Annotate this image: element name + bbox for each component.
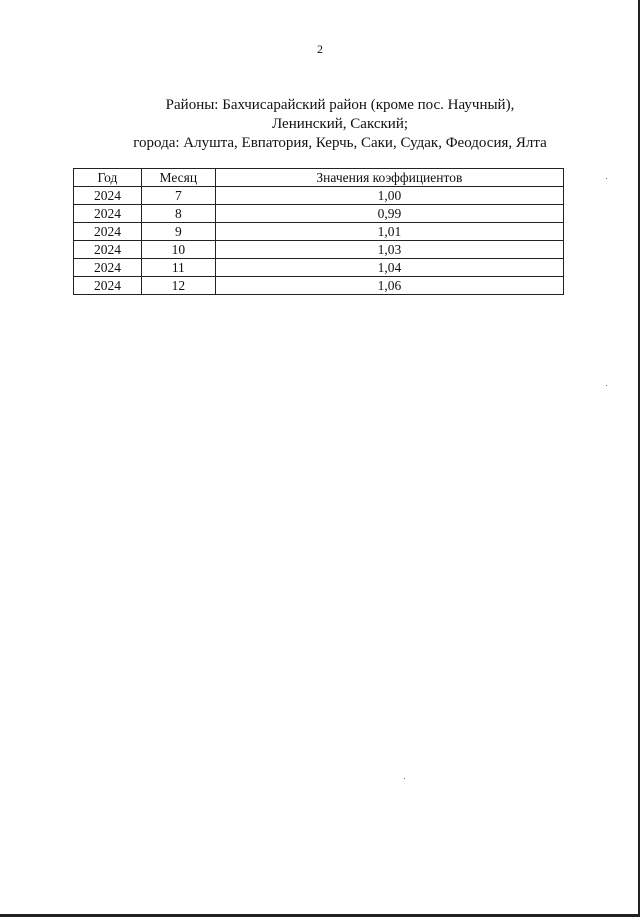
cell-coefficient: 1,01 — [215, 223, 563, 241]
table-row — [74, 223, 564, 241]
heading-line-3: города: Алушта, Евпатория, Керчь, Саки, Судак, Феодосия, Ялта — [133, 135, 547, 151]
cell-coefficient: 0,99 — [215, 205, 563, 223]
heading-line-2: Ленинский, Сакский; — [271, 116, 409, 132]
header-coefficient: Значения коэффициентов — [215, 169, 563, 187]
cell-year: 2024 — [74, 241, 142, 259]
cell-coefficient: 1,04 — [215, 259, 563, 277]
page-number: 2 — [317, 42, 323, 56]
cell-year: 2024 — [74, 277, 142, 295]
table-header-row — [74, 169, 564, 187]
header-month: Месяц — [141, 169, 215, 187]
cell-month: 10 — [141, 241, 215, 259]
table-row — [74, 259, 564, 277]
cell-coefficient: 1,03 — [215, 241, 563, 259]
cell-month: 12 — [141, 277, 215, 295]
scan-speck — [606, 385, 607, 386]
cell-month: 11 — [141, 259, 215, 277]
scan-speck — [606, 178, 607, 179]
table-row — [74, 277, 564, 295]
cell-coefficient: 1,00 — [215, 187, 563, 205]
scan-speck — [404, 778, 405, 779]
cell-year: 2024 — [74, 187, 142, 205]
cell-coefficient: 1,06 — [215, 277, 563, 295]
document-heading — [40, 96, 640, 153]
cell-year: 2024 — [74, 205, 142, 223]
cell-month: 8 — [141, 205, 215, 223]
cell-year: 2024 — [74, 223, 142, 241]
cell-month: 9 — [141, 223, 215, 241]
table-row — [74, 205, 564, 223]
coefficients-table — [73, 168, 564, 295]
cell-year: 2024 — [74, 259, 142, 277]
heading-line-1: Районы: Бахчисарайский район (кроме пос. Научный), — [165, 97, 515, 113]
cell-month: 7 — [141, 187, 215, 205]
header-year: Год — [74, 169, 142, 187]
table-row — [74, 241, 564, 259]
table-row — [74, 187, 564, 205]
